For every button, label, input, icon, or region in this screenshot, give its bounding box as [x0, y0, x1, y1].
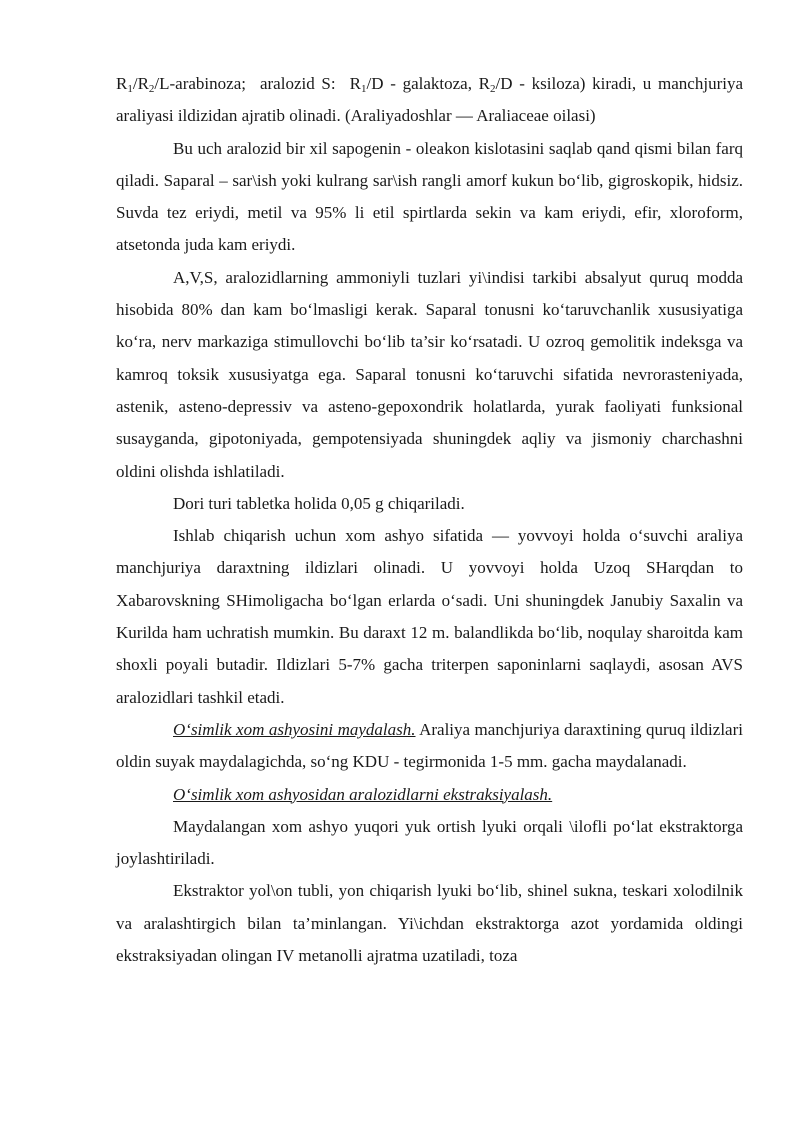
paragraph-2: Bu uch aralozid bir xil sapogenin - oleakon kislotasini saqlab qand qismi bilan farq qiladi. Saparal – sar\ish yoki kulrang sar\ish rangli amorf kukun bo‘lib, gigroskopik, hidsiz. Suvda tez eriydi, metil va 95% li etil spirtlarda sekin va kam eriydi, efir, xloroform, atsetonda juda kam eriydi. — [116, 138, 743, 255]
paragraph-7 — [116, 779, 743, 811]
section-heading-extraction: O‘simlik xom ashyosidan aralozidlarni ekstraksiyalash. — [173, 784, 553, 804]
section-heading-grinding: O‘simlik xom ashyosini maydalash. — [173, 719, 416, 739]
paragraph-6: O‘simlik xom ashyosini maydalash. Araliya manchjuriya daraxtining quruq ildizlari oldin suyak maydalagichda, so‘ng KDU - tegirmonida 1-5 mm. gacha maydalanadi. — [116, 719, 743, 772]
paragraph-5: Ishlab chiqarish uchun xom ashyo sifatida — yovvoyi holda o‘suvchi araliya manchjuriya daraxtning ildizlari olinadi. U yovvoyi holda Uzoq SHarqdan to Xabarovskning SHimoligacha bo‘lgan erlarda o‘sadi. Uni shuningdek Janubiy Saxalin va Kurilda ham uchratish mumkin. Bu daraxt 12 m. balandlikda bo‘lib, noqulay sharoitda kam shoxli poyali butadir. Ildizlari 5-7% gacha triterpen saponinlarni saqlaydi, asosan AVS aralozidlari tashkil etadi. — [116, 526, 743, 707]
paragraph-3: A,V,S, aralozidlarning ammoniyli tuzlari yi\indisi tarkibi absalyut quruq modda hisobida 80% dan kam bo‘lmasligi kerak. Saparal tonusni ko‘taruvchanlik xususiyatiga ko‘ra, nerv markaziga stimullovchi bo‘lib ta’sir ko‘rsatadi. U ozroq gemolitik indeksga va kamroq toksik xususiyatga ega. Saparal tonusni ko‘taruvchi sifatida nevrorasteniyada, astenik, asteno-depressiv va asteno-gepoxondrik holatlarda, yurak faoliyati funksional susayganda, gipotoniyada, gempotensiyada shuningdek aqliy va jismoniy charchashni oldini olishda ishlatiladi. — [116, 267, 743, 481]
paragraph-8: Maydalangan xom ashyo yuqori yuk ortish lyuki orqali \ilofli po‘lat ekstraktorga joylashtiriladi. — [116, 816, 743, 869]
paragraph-4: Dori turi tabletka holida 0,05 g chiqariladi. — [173, 493, 465, 513]
paragraph-1: $R_1/R_2/L$-arabinoza; aralozid S: $R_1/D$ - galaktoza, $R_2/D$ - ksiloza) kiradi, u manchjuriya araliyasi ildizidan ajratib olinadi. (Araliyadoshlar — Araliaceae oilasi) — [116, 74, 743, 126]
document-page — [116, 68, 743, 972]
paragraph-9: Ekstraktor yol\on tubli, yon chiqarish lyuki bo‘lib, shinel sukna, teskari xolodilnik va aralashtirgich bilan ta’minlangan. Yi\ichdan ekstraktorga azot yordamida oldingi ekstraksiyadan olingan IV metanolli ajratma uzatiladi, toza — [116, 881, 743, 966]
